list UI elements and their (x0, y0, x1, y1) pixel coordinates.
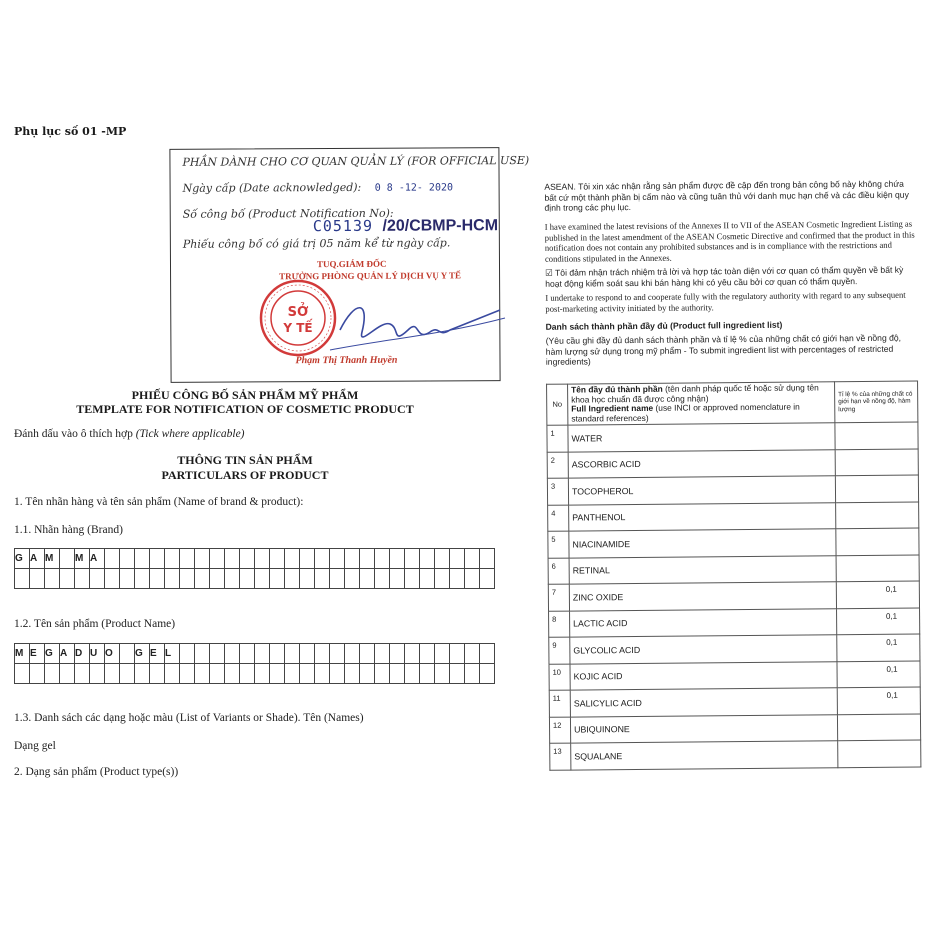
product-letter-cell: O (105, 644, 120, 664)
product-letter-cell (165, 664, 180, 684)
product-letter-cell (435, 644, 450, 664)
brand-letter-cell (30, 569, 45, 589)
brand-letter-cell (270, 549, 285, 569)
brand-letter-row (15, 569, 495, 589)
header-name-en-rest: (use INCI or approved nomenclature in standard references) (571, 401, 800, 424)
product-letter-cell (120, 664, 135, 684)
notification-number-row (313, 216, 498, 236)
product-letter-cell (405, 644, 420, 664)
product-letter-cell (465, 664, 480, 684)
product-letter-cell (240, 664, 255, 684)
brand-letter-cell (450, 549, 465, 569)
question-1: 1. Tên nhãn hàng và tên sản phẩm (Name of brand & product): (14, 496, 304, 508)
brand-letter-cell (105, 569, 120, 589)
ingredient-row (547, 422, 918, 452)
appendix-label: Phụ lục số 01 -MP (14, 125, 127, 138)
brand-letter-cell (405, 569, 420, 589)
ingredient-name: GLYCOLIC ACID (570, 635, 837, 664)
brand-letter-cell (300, 569, 315, 589)
product-letter-cell (210, 644, 225, 664)
ingredient-pct (837, 714, 920, 741)
product-letter-cell: G (135, 644, 150, 664)
notification-number-handwritten: C05139 (312, 216, 374, 236)
ingredient-no: 12 (549, 717, 570, 744)
brand-letter-cell (480, 569, 495, 589)
product-letter-cell (315, 644, 330, 664)
declaration-vn: ASEAN. Tôi xin xác nhận rằng sản phẩm được đề cập đến trong bản công bố này không chứa bất cứ một thành phần bị cấm nào và cũng tuân thủ với danh mục hạn chế và các điều kiện quy định trong các phụ lục. (544, 178, 909, 213)
ingredient-row (549, 634, 920, 664)
product-letter-grid (14, 643, 495, 684)
ingredient-pct (835, 475, 918, 502)
brand-letter-cell (150, 569, 165, 589)
brand-letter-cell (255, 569, 270, 589)
ingredient-row (549, 661, 920, 691)
brand-letter-cell (195, 549, 210, 569)
ingredient-row (547, 475, 918, 505)
product-letter-row (15, 664, 495, 684)
ingredient-pct (836, 502, 919, 529)
brand-letter-cell (135, 569, 150, 589)
product-letter-cell: L (165, 644, 180, 664)
ingredient-table (546, 381, 921, 771)
brand-letter-cell (45, 569, 60, 589)
brand-letter-cell (375, 569, 390, 589)
product-letter-cell (270, 644, 285, 664)
brand-letter-cell (165, 569, 180, 589)
brand-letter-cell (60, 569, 75, 589)
brand-letter-cell (435, 569, 450, 589)
brand-letter-cell (225, 569, 240, 589)
section-title-vn: THÔNG TIN SẢN PHẨM (177, 453, 313, 467)
seal-text-bottom: Y TẾ (283, 321, 313, 335)
ingredient-pct (835, 422, 918, 449)
header-percent: Tỉ lệ % của những chất có giới hạn về nồng độ, hàm lượng (835, 381, 918, 423)
ingredient-name: TOCOPHEROL (568, 476, 835, 505)
product-letter-cell (345, 664, 360, 684)
product-letter-cell (180, 644, 195, 664)
product-letter-cell: M (15, 644, 30, 664)
ingredient-row (550, 740, 921, 770)
product-letter-cell (405, 664, 420, 684)
ingredient-name: KOJIC ACID (570, 661, 837, 690)
ingredient-no: 5 (548, 531, 569, 558)
brand-letter-cell (240, 569, 255, 589)
brand-letter-cell (360, 549, 375, 569)
brand-letter-cell (60, 549, 75, 569)
form-title-vn: PHIẾU CÔNG BỐ SẢN PHẨM MỸ PHẨM (131, 388, 359, 402)
ingredient-name: WATER (568, 423, 835, 452)
brand-letter-cell (465, 549, 480, 569)
ingredient-row (548, 555, 919, 585)
brand-letter-cell: A (90, 549, 105, 569)
ingredient-row (548, 502, 919, 532)
product-letter-cell: U (90, 644, 105, 664)
brand-letter-cell (390, 549, 405, 569)
brand-letter-cell: A (30, 549, 45, 569)
product-letter-cell (375, 664, 390, 684)
product-letter-cell (225, 664, 240, 684)
ingredient-name: ASCORBIC ACID (568, 449, 835, 478)
ingredient-no: 13 (550, 743, 571, 770)
ingredient-name: SQUALANE (571, 741, 838, 770)
ingredient-no: 8 (549, 611, 570, 638)
brand-letter-cell (345, 549, 360, 569)
product-letter-cell (180, 664, 195, 684)
brand-letter-cell (420, 549, 435, 569)
product-letter-cell (300, 664, 315, 684)
product-letter-cell: E (30, 644, 45, 664)
ingredient-name: PANTHENOL (569, 502, 836, 531)
product-letter-cell (15, 664, 30, 684)
ingredient-pct: 0,1 (837, 687, 920, 714)
brand-letter-cell (105, 549, 120, 569)
brand-letter-cell (210, 569, 225, 589)
header-no: No (547, 384, 568, 425)
product-letter-cell (465, 644, 480, 664)
brand-letter-cell (285, 569, 300, 589)
brand-letter-cell (180, 569, 195, 589)
product-letter-cell (390, 644, 405, 664)
brand-letter-grid (14, 548, 495, 589)
brand-letter-cell (330, 569, 345, 589)
ingredient-name: LACTIC ACID (570, 608, 837, 637)
ingredient-no: 6 (548, 558, 569, 585)
date-value: 0 8 -12- 2020 (374, 182, 454, 194)
ingredient-row (549, 714, 920, 744)
product-letter-cell (120, 644, 135, 664)
question-2: 2. Dạng sản phẩm (Product type(s)) (14, 766, 179, 778)
header-name-vn-bold: Tên đầy đủ thành phần (571, 383, 663, 395)
ingredient-no: 10 (549, 664, 570, 691)
brand-letter-cell (360, 569, 375, 589)
ingredient-pct: 0,1 (837, 608, 920, 635)
brand-letter-cell (270, 569, 285, 589)
header-name-en-bold: Full Ingredient name (571, 402, 654, 414)
brand-letter-cell: M (45, 549, 60, 569)
brand-letter-cell (435, 549, 450, 569)
notification-number-label: Số công bố (Product Notification No): (182, 206, 394, 221)
product-letter-cell (195, 644, 210, 664)
ingredient-pct: 0,1 (837, 661, 920, 688)
notification-number-suffix: /20/CBMP-HCM (382, 217, 499, 235)
form-title-en: TEMPLATE FOR NOTIFICATION OF COSMETIC PRODUCT (76, 402, 414, 416)
ingredient-name: ZINC OXIDE (569, 582, 836, 611)
brand-letter-cell (90, 569, 105, 589)
product-letter-cell (450, 664, 465, 684)
product-letter-cell (390, 664, 405, 684)
product-letter-cell (75, 664, 90, 684)
product-letter-cell (45, 664, 60, 684)
product-letter-cell (435, 664, 450, 684)
stamp-title: TUQ.GIÁM ĐỐC (316, 258, 387, 270)
validity-note: Phiếu công bố có giá trị 05 năm kể từ ngày cấp. (182, 236, 451, 251)
header-name (568, 382, 835, 425)
ingredient-name: SALICYLIC ACID (570, 688, 837, 717)
product-letter-cell (480, 644, 495, 664)
product-letter-cell (330, 664, 345, 684)
product-letter-cell (30, 664, 45, 684)
date-label: Ngày cấp (Date acknowledged): (182, 180, 362, 195)
product-letter-cell (420, 644, 435, 664)
brand-letter-cell (210, 549, 225, 569)
variant-value: Dạng gel (14, 740, 56, 752)
ingredient-no: 7 (548, 584, 569, 611)
brand-letter-cell (135, 549, 150, 569)
ingredient-pct: 0,1 (836, 581, 919, 608)
brand-letter-cell (405, 549, 420, 569)
brand-letter-cell (165, 549, 180, 569)
product-letter-cell (255, 644, 270, 664)
ingredient-no: 9 (549, 637, 570, 664)
official-title: PHẦN DÀNH CHO CƠ QUAN QUẢN LÝ (FOR OFFICIAL USE) (182, 153, 530, 169)
brand-letter-cell (315, 549, 330, 569)
brand-letter-cell (480, 549, 495, 569)
right-page (520, 146, 930, 870)
ingredient-row (549, 687, 920, 717)
brand-letter-cell (240, 549, 255, 569)
signer-name: Phạm Thị Thanh Huyền (295, 354, 398, 367)
ingredient-row (549, 608, 920, 638)
ingredient-no: 4 (548, 505, 569, 532)
product-letter-cell (60, 664, 75, 684)
product-letter-cell (225, 644, 240, 664)
ingredient-list-title: Danh sách thành phần đầy đủ (Product full ingredient list) (545, 319, 783, 332)
product-letter-cell (360, 644, 375, 664)
ingredient-row (547, 449, 918, 479)
signature-icon (300, 290, 510, 370)
seal-text-top: SỞ (287, 305, 309, 320)
product-letter-cell (255, 664, 270, 684)
ingredient-no: 11 (549, 690, 570, 717)
ingredient-pct (838, 740, 921, 767)
undertaking-en: I undertake to respond to and cooperate fully with the regulatory authority with regard to any subsequent post-marketing activity initiated by the authority. (545, 289, 906, 314)
product-letter-cell: G (45, 644, 60, 664)
brand-letter-cell (225, 549, 240, 569)
product-letter-cell (480, 664, 495, 684)
product-letter-cell (330, 644, 345, 664)
header-name-vn-rest: (tên danh pháp quốc tế hoặc sử dụng tên khoa học chuẩn đã được công nhận) (571, 382, 819, 405)
product-letter-cell (270, 664, 285, 684)
product-letter-cell (450, 644, 465, 664)
product-letter-cell (285, 644, 300, 664)
product-letter-cell (285, 664, 300, 684)
tick-note (14, 428, 245, 440)
brand-letter-cell (345, 569, 360, 589)
brand-letter-cell: G (15, 549, 30, 569)
product-letter-cell (375, 644, 390, 664)
declaration-en: I have examined the latest revisions of the Annexes II to VII of the ASEAN Cosmetic Ingredient Listing as published in the latest amendment of the ASEAN Cosmetic Directive and confirmed that the product in this notification does not contain any prohibited substances and is in compliance with the restrictions and conditions stipulated in the Annexes. (544, 218, 915, 264)
product-letter-cell (150, 664, 165, 684)
ingredient-pct (836, 528, 919, 555)
brand-letter-row (15, 549, 495, 569)
brand-letter-cell (330, 549, 345, 569)
brand-letter-cell (420, 569, 435, 589)
date-acknowledged-row (183, 180, 453, 194)
ingredient-name: NIACINAMIDE (569, 529, 836, 558)
question-1-1: 1.1. Nhãn hàng (Brand) (14, 524, 123, 536)
product-letter-cell (360, 664, 375, 684)
product-letter-cell: E (150, 644, 165, 664)
ingredient-row (548, 581, 919, 611)
ingredient-no: 3 (547, 478, 568, 505)
brand-letter-cell (180, 549, 195, 569)
ingredient-list-note: (Yêu cầu ghi đầy đủ danh sách thành phần và tỉ lệ % của những chất có giới hạn về nồng độ, hàm lượng sử dụng trong mỹ phẩm - To submit ingredient list with percentages of restricted ingredients) (545, 332, 902, 367)
question-1-2: 1.2. Tên sản phẩm (Product Name) (14, 618, 176, 630)
ingredient-table-body (547, 422, 921, 770)
ingredient-pct (835, 449, 918, 476)
ingredient-pct (836, 555, 919, 582)
brand-letter-cell (255, 549, 270, 569)
product-letter-cell: A (60, 644, 75, 664)
ingredient-table-header (547, 381, 918, 425)
product-letter-cell (135, 664, 150, 684)
ingredient-name: UBIQUINONE (570, 714, 837, 743)
undertaking-vn: ☑ Tôi đảm nhận trách nhiệm trả lời và hợp tác toàn diện với cơ quan có thẩm quyền về bất kỳ hoạt động kiểm soát sau khi bán hàng khi có yêu cầu bởi cơ quan có thẩm quyền. (545, 264, 904, 289)
product-letter-cell (300, 644, 315, 664)
ingredient-row (548, 528, 919, 558)
brand-letter-cell (75, 569, 90, 589)
product-letter-cell (315, 664, 330, 684)
brand-letter-cell (285, 549, 300, 569)
brand-letter-cell (390, 569, 405, 589)
stamp-department: TRƯỞNG PHÒNG QUẢN LÝ DỊCH VỤ Y TẾ (279, 270, 462, 282)
product-letter-cell (195, 664, 210, 684)
brand-letter-cell (195, 569, 210, 589)
tick-note-vn: Đánh dấu vào ô thích hợp (14, 428, 133, 440)
question-1-3: 1.3. Danh sách các dạng hoặc màu (List of Variants or Shade). Tên (Names) (14, 712, 364, 724)
brand-letter-cell (150, 549, 165, 569)
brand-letter-cell (375, 549, 390, 569)
product-letter-cell (240, 644, 255, 664)
brand-letter-cell (120, 549, 135, 569)
brand-letter-cell (120, 569, 135, 589)
product-letter-cell: D (75, 644, 90, 664)
product-letter-row (15, 644, 495, 664)
brand-letter-cell (450, 569, 465, 589)
brand-letter-cell (300, 549, 315, 569)
brand-letter-cell (315, 569, 330, 589)
section-title-en: PARTICULARS OF PRODUCT (161, 468, 329, 482)
product-letter-cell (210, 664, 225, 684)
product-letter-cell (345, 644, 360, 664)
ingredient-name: RETINAL (569, 555, 836, 584)
brand-letter-cell: M (75, 549, 90, 569)
ingredient-no: 1 (547, 425, 568, 452)
product-letter-cell (105, 664, 120, 684)
product-letter-cell (90, 664, 105, 684)
brand-letter-cell (15, 569, 30, 589)
tick-note-en: (Tick where applicable) (135, 428, 245, 440)
ingredient-pct: 0,1 (837, 634, 920, 661)
product-letter-cell (420, 664, 435, 684)
brand-letter-cell (465, 569, 480, 589)
ingredient-no: 2 (547, 452, 568, 479)
